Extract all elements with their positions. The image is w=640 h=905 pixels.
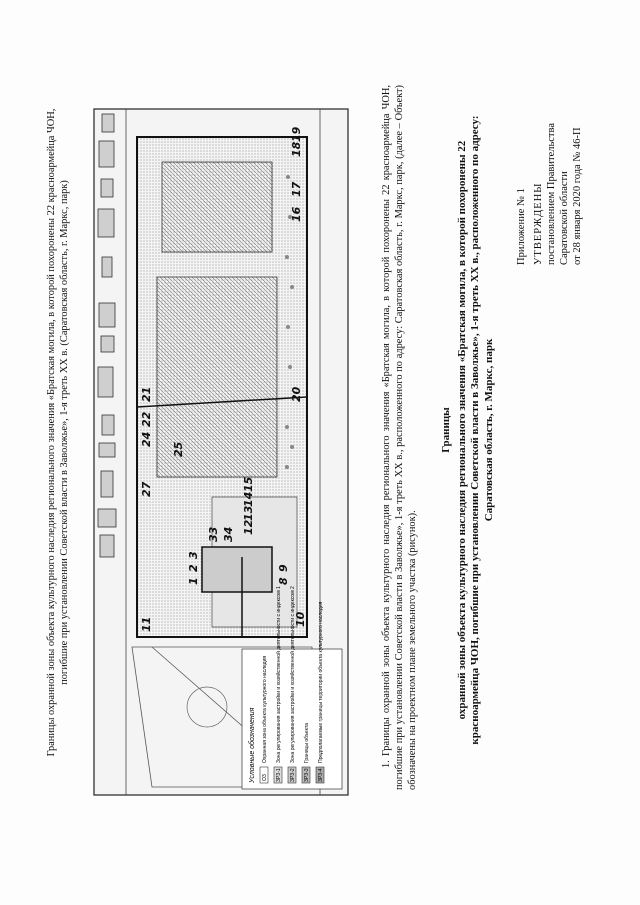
point-label: 2: [187, 564, 200, 572]
legend-code: ЗРЗ-4: [318, 768, 324, 782]
legend-code: ЗРЗ-1: [276, 768, 282, 782]
point-label: 25: [172, 441, 185, 457]
point-label: 33: [207, 526, 220, 542]
legend-code: ЗРЗ-3: [304, 768, 310, 782]
point-label: 22: [140, 411, 153, 427]
approval-authority: постановлением Правительства: [546, 122, 557, 265]
approval-date: от 28 января 2020 года № 46-П: [572, 127, 583, 265]
legend-text: Предполагаемые границы территории объекта культурного наследия: [318, 601, 324, 763]
approved-label: УТВЕРЖДЕНЫ: [533, 182, 544, 265]
point-label: 10: [294, 611, 307, 627]
point-label: 20: [290, 386, 303, 402]
point-label: 12: [242, 519, 255, 535]
monument-zone: [202, 547, 272, 592]
heading-subtitle: охранной зоны объекта культурного наследия регионального значения «Братская могила, в которой похоронены 22 красноармейца ЧОН, погибшие при установлении Советской власти в Заволжье», 1-я треть XX в., расположенного по адресу: Саратовская область, г. Маркс, парк: [455, 115, 495, 745]
legend-text: Зона регулирования застройки и хозяйственной деятельности с индексом 2: [290, 586, 296, 763]
heading-title: Границы: [440, 407, 452, 453]
point-label: 9: [277, 564, 290, 572]
approval-region: Саратовской области: [559, 171, 570, 265]
park-area-east: [162, 162, 272, 252]
point-label: 18: [290, 141, 303, 157]
legend-code: ЗРЗ-2: [290, 768, 296, 782]
figure-caption: Границы охранной зоны объекта культурного наследия регионального значения «Братская могила, в которой похоронены 22 красноармейца ЧОН, погибшие при установлении Советской власти в Заволжье», 1-я треть XX в. (Саратовская область, г. Маркс, парк): [46, 108, 70, 757]
point-label: 3: [187, 551, 200, 559]
legend-title: Условные обозначения: [249, 707, 256, 783]
legend-code: ОЗ: [262, 774, 268, 781]
point-label: 14: [242, 491, 255, 507]
point-label: 27: [140, 481, 153, 497]
point-label: 17: [290, 181, 303, 197]
point-label: 13: [242, 505, 255, 521]
legend-text: Зона регулирования застройки и хозяйственной деятельности с индексом 1: [276, 586, 282, 763]
legend-text: Охранная зона объекта культурного наследия: [262, 655, 268, 763]
point-label: 19: [290, 126, 303, 142]
appendix-number: Приложение № 1: [516, 188, 527, 265]
point-label: 21: [140, 386, 153, 402]
point-label: 15: [242, 476, 255, 492]
legend-text: Границы объекта: [304, 722, 310, 763]
point-label: 24: [140, 431, 153, 447]
document-heading: [440, 105, 496, 755]
point-label: 11: [140, 616, 153, 632]
point-label: 8: [277, 577, 290, 585]
land-plot-plan: [92, 107, 350, 797]
point-label: 1: [187, 577, 200, 585]
body-paragraph: 1. Границы охранной зоны объекта культурного наследия регионального значения «Братская могила, в которой похоронены 22 красноармейца ЧОН, погибшие при установлении Советской власти в Заволжье», 1-я треть XX в., расположенного по адресу: Саратовская область, г. Маркс, парк, (далее – Объект) обозначены на проектном плане земельного участка (рисунок).: [381, 85, 418, 790]
approval-stamp: [515, 35, 584, 265]
point-label: 16: [290, 206, 303, 222]
point-label: 34: [222, 526, 235, 542]
